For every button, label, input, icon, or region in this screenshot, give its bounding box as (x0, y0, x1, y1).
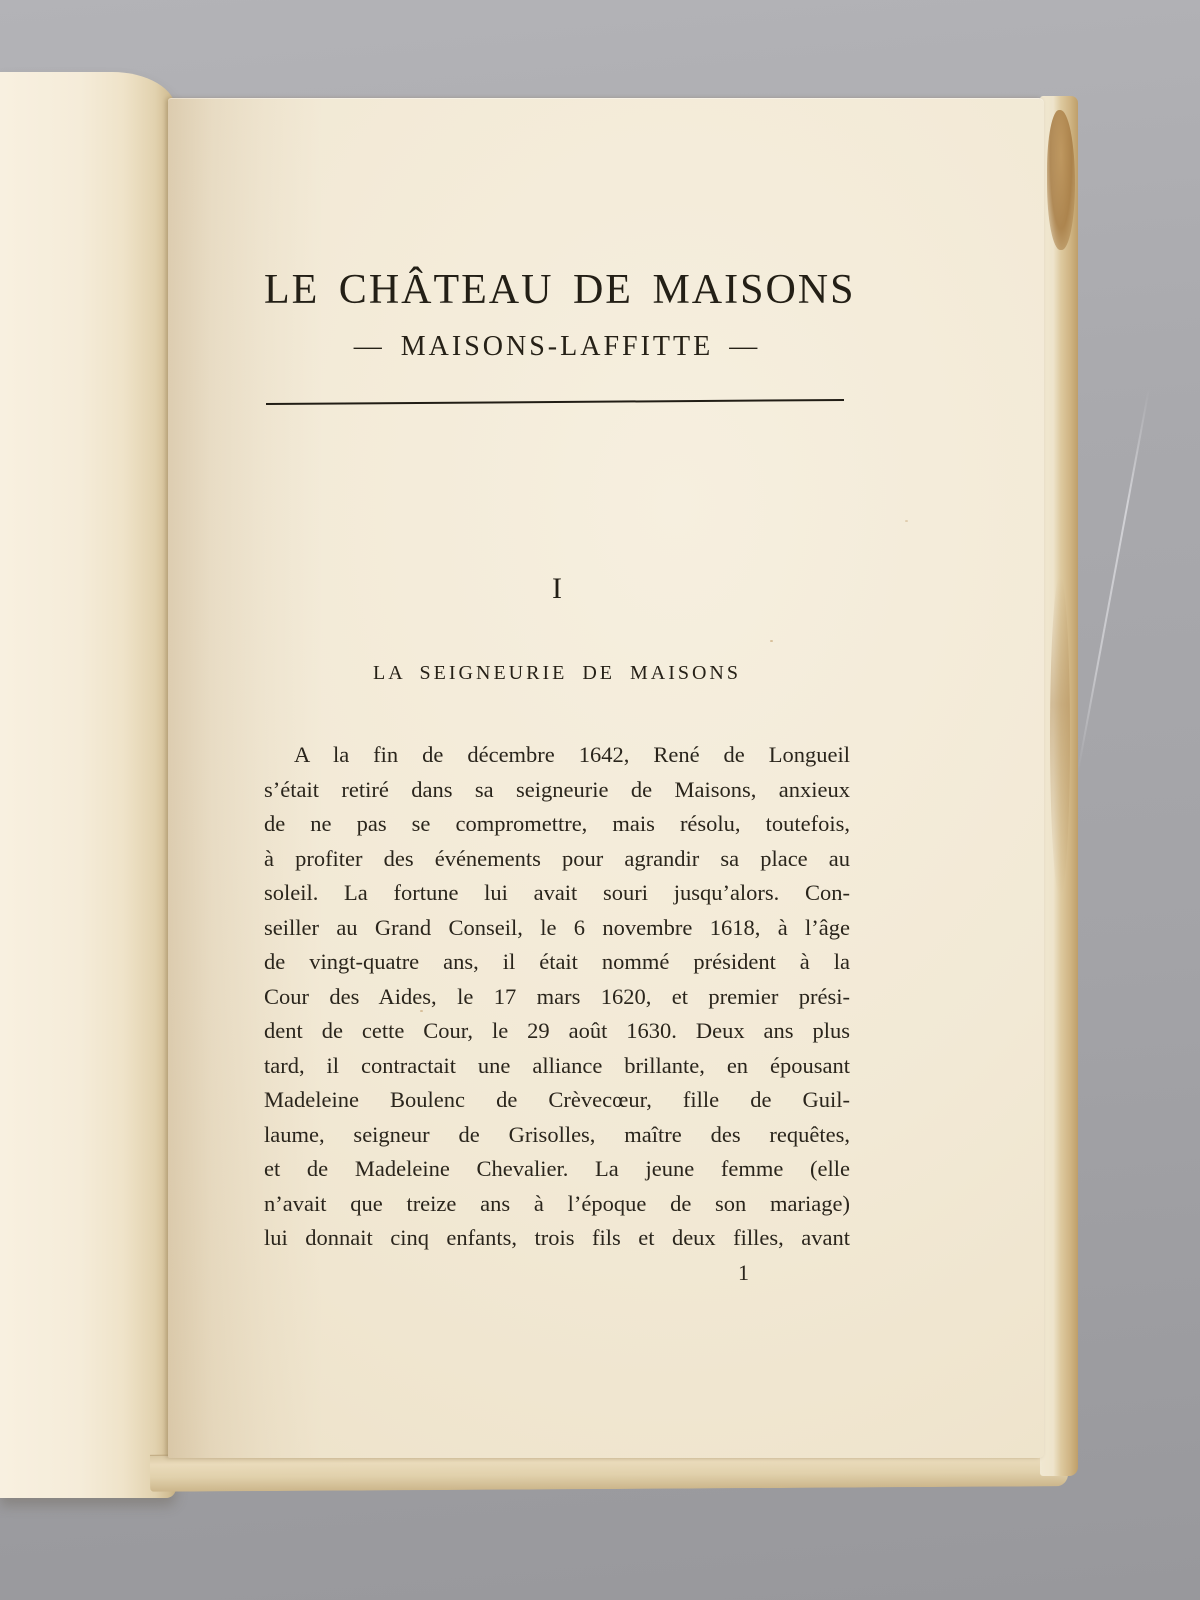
section-heading: LA SEIGNEURIE DE MAISONS (373, 662, 741, 684)
body-line: soleil. La fortune lui avait souri jusqu’alors. Con- (264, 880, 850, 905)
body-line: et de Madeleine Chevalier. La jeune femme (elle (264, 1156, 850, 1181)
body-text (264, 738, 850, 1256)
body-line: à profiter des événements pour agrandir sa place au (264, 845, 850, 871)
paper-speck (905, 520, 908, 522)
body-line: de vingt-quatre ans, il était nommé président à la (264, 949, 850, 974)
edge-wear-patch (1047, 110, 1075, 250)
body-line: lui donnait cinq enfants, trois fils et deux filles, avant (264, 1225, 850, 1250)
text-column (264, 98, 856, 1458)
body-line: A la fin de décembre 1642, René de Longueil (294, 742, 850, 767)
page-number: 1 (738, 1260, 749, 1285)
page-subtitle: — MAISONS-LAFFITTE — (353, 331, 761, 362)
background-scratch (1077, 388, 1150, 774)
body-line: Madeleine Boulenc de Crèvecœur, fille de Guil- (264, 1087, 850, 1112)
body-line: n’avait que treize ans à l’époque de son mariage) (264, 1190, 850, 1216)
body-line: dent de cette Cour, le 29 août 1630. Deux ans plus (264, 1018, 850, 1043)
book-page (168, 98, 1044, 1458)
page-title: LE CHÂTEAU DE MAISONS (264, 267, 856, 313)
body-line: tard, il contractait une alliance brillante, en épousant (264, 1052, 850, 1078)
title-rule (266, 399, 844, 405)
body-line: s’était retiré dans sa seigneurie de Maisons, anxieux (264, 776, 850, 802)
body-line: Cour des Aides, le 17 mars 1620, et premier prési- (264, 983, 850, 1009)
body-line: de ne pas se compromettre, mais résolu, toutefois, (264, 811, 850, 836)
chapter-number: I (552, 572, 562, 605)
book-right-edge (1040, 96, 1078, 1476)
left-page-stack (0, 72, 176, 1498)
edge-wear-patch (1050, 576, 1070, 896)
body-line: laume, seigneur de Grisolles, maître des requêtes, (264, 1121, 850, 1147)
body-line: seiller au Grand Conseil, le 6 novembre 1618, à l’âge (264, 914, 850, 940)
